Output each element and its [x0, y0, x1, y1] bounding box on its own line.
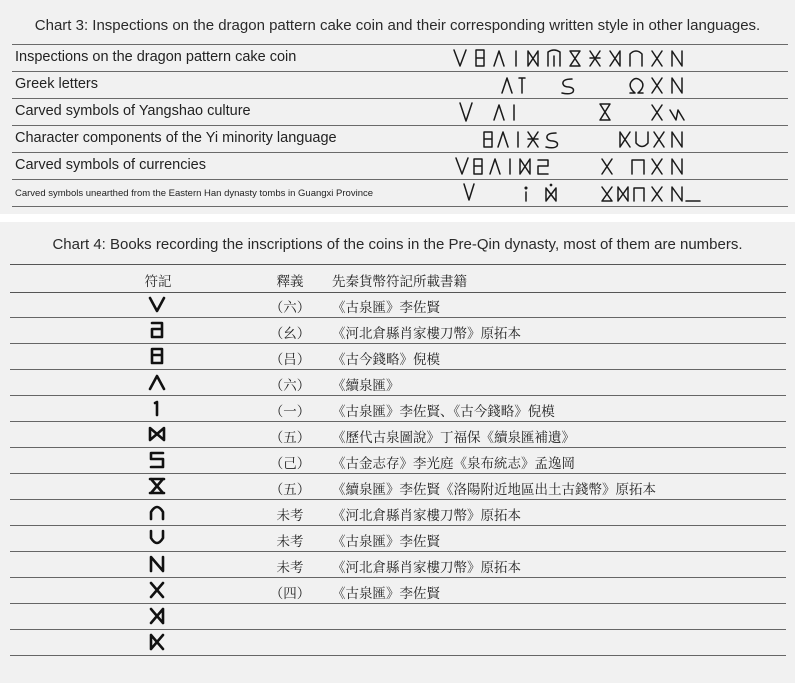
square-s-symbol-icon — [146, 450, 168, 470]
bowtie-symbol-icon — [146, 424, 168, 444]
v-symbol-icon — [146, 294, 168, 314]
barred-x-symbol-icon — [146, 476, 168, 496]
chart4-caption: Chart 4: Books recording the inscriptions of the coins in the Pre-Qin dynasty, most of them are numbers. — [52, 236, 743, 253]
meaning-cell: 未考 — [276, 508, 304, 524]
chart3-row-label: Carved symbols of Yangshao culture — [15, 103, 251, 119]
meaning-cell: （幺） — [269, 326, 311, 342]
chart3-row-label: Inspections on the dragon pattern cake coin — [15, 49, 297, 65]
books-cell: 《河北倉縣肖家樓刀幣》原拓本 — [332, 508, 521, 524]
books-column-header: 先秦貨幣符記所載書籍 — [332, 274, 467, 290]
greek-glyphs-row — [442, 71, 702, 98]
chart4-row — [10, 421, 786, 448]
caret-symbol-icon — [146, 372, 168, 392]
meaning-cell: （己） — [269, 456, 311, 472]
closed-eight-symbol-icon — [146, 346, 168, 366]
chart4-row — [10, 291, 786, 318]
chart4-row — [10, 343, 786, 370]
chart4-row — [10, 447, 786, 474]
chart4-row — [10, 551, 786, 578]
chart4-row — [10, 629, 786, 656]
chart4-row — [10, 603, 786, 630]
chart4-row — [10, 499, 786, 526]
x-symbol-icon — [146, 580, 168, 600]
chart3-row-label: Carved symbols of currencies — [15, 157, 206, 173]
chart4-row — [10, 395, 786, 422]
books-cell: 《古泉匯》李佐賢 — [332, 300, 440, 316]
books-cell: 《古泉匯》李佐賢 — [332, 534, 440, 550]
chart3-caption: Chart 3: Inspections on the dragon pattern cake coin and their corresponding written style in other languages. — [34, 17, 761, 34]
meaning-cell: 未考 — [276, 534, 304, 550]
books-cell: 《古泉匯》李佐賢、《古今錢略》倪模 — [332, 404, 555, 420]
meaning-cell: （六） — [269, 300, 311, 316]
coin-glyphs-row — [442, 44, 702, 71]
meaning-column-header: 釋義 — [276, 274, 304, 290]
books-cell: 《河北倉縣肖家樓刀幣》原拓本 — [332, 326, 521, 342]
chart4-row — [10, 473, 786, 500]
books-cell: 《古今錢略》倪模 — [332, 352, 440, 368]
chart4-row — [10, 525, 786, 552]
x-right-bar-symbol-icon — [146, 606, 168, 626]
yangshao-glyphs-row — [442, 98, 702, 125]
chart4-row — [10, 577, 786, 604]
meaning-cell: （六） — [269, 378, 311, 394]
open-eight-symbol-icon — [146, 320, 168, 340]
meaning-cell: （四） — [269, 586, 311, 602]
books-cell: 《古金志存》李光庭《泉布統志》孟逸岡 — [332, 456, 575, 472]
yi-glyphs-row — [442, 125, 702, 152]
chart4-header-row — [10, 264, 786, 293]
chart3-row — [12, 44, 788, 72]
meaning-cell: （吕） — [269, 352, 311, 368]
meaning-cell: （五） — [269, 430, 311, 446]
eastern-han-glyphs-row — [442, 179, 702, 206]
books-cell: 《續泉匯》李佐賢《洛陽附近地區出土古錢幣》原拓本 — [332, 482, 656, 498]
chart3-row — [12, 98, 788, 126]
cup-symbol-icon — [146, 528, 168, 548]
books-cell: 《續泉匯》 — [332, 378, 400, 394]
chart3-row — [12, 125, 788, 153]
chart3-row-label: Character components of the Yi minority language — [15, 130, 337, 146]
chart3-row-label: Greek letters — [15, 76, 98, 92]
books-cell: 《古泉匯》李佐賢 — [332, 586, 440, 602]
chart3-row — [12, 152, 788, 180]
arch-symbol-icon — [146, 502, 168, 522]
meaning-cell: （五） — [269, 482, 311, 498]
chart3-row — [12, 179, 788, 207]
currency-glyphs-row — [442, 152, 702, 179]
chart3-row — [12, 71, 788, 99]
vertical-bar-symbol-icon — [146, 398, 168, 418]
chart4-row — [10, 369, 786, 396]
meaning-cell: （一） — [269, 404, 311, 420]
chart3-row-label: Carved symbols unearthed from the Eastern Han dynasty tombs in Guangxi Province — [15, 188, 374, 199]
symbol-column-header: 符記 — [144, 274, 172, 290]
n-symbol-icon — [146, 554, 168, 574]
meaning-cell: 未考 — [276, 560, 304, 576]
x-left-bar-symbol-icon — [146, 632, 168, 652]
books-cell: 《歷代古泉圖說》丁福保《續泉匯補遺》 — [332, 430, 575, 446]
books-cell: 《河北倉縣肖家樓刀幣》原拓本 — [332, 560, 521, 576]
chart4-row — [10, 317, 786, 344]
